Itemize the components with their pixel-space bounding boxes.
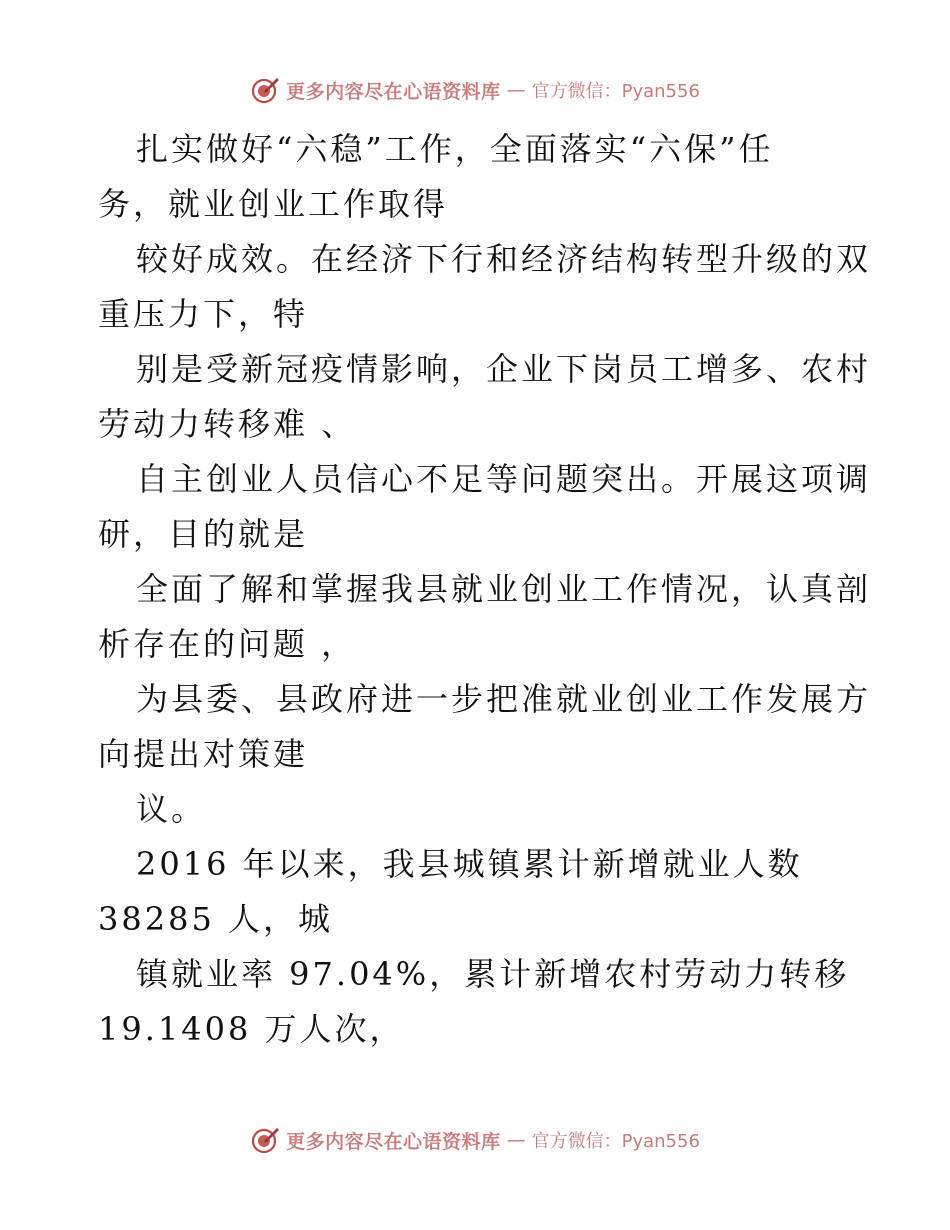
text-line: 19.1408 万人次，: [98, 1010, 405, 1048]
text-line: 扎实做好“六稳”工作，全面落实“六保”任: [136, 130, 774, 168]
text-line: 较好成效。在经济下行和经济结构转型升级的双: [136, 240, 872, 278]
text-line: 研，目的就是: [98, 515, 309, 553]
text-line: 2016 年以来，我县城镇累计新增就业人数: [136, 845, 803, 883]
text-line: 重压力下，特: [98, 295, 309, 333]
banner-separator: —: [506, 1129, 526, 1151]
text-line: 析存在的问题 ，: [98, 625, 357, 663]
text-line: 为县委、县政府进一步把准就业创业工作发展方: [136, 680, 872, 718]
text-line: 劳动力转移难 、: [98, 405, 357, 443]
text-line: 镇就业率 97.04%，累计新增农村劳动力转移: [136, 955, 850, 993]
text-line: 38285 人，城: [98, 900, 333, 938]
document-body: [98, 122, 872, 1057]
banner-separator: —: [506, 79, 526, 101]
banner-wechat: 官方微信：Pyan556: [531, 81, 700, 102]
text-line: 全面了解和掌握我县就业创业工作情况，认真剖: [136, 570, 872, 608]
header-banner: [0, 72, 950, 108]
banner-title: 更多内容尽在心语资料库: [286, 80, 501, 103]
footer-banner: [0, 1122, 950, 1158]
text-line: 务，就业创业工作取得: [98, 185, 449, 223]
text-line: 自主创业人员信心不足等问题突出。开展这项调: [136, 460, 872, 498]
text-line: 向提出对策建: [98, 735, 309, 773]
text-line: 议。: [136, 790, 207, 828]
banner-wechat: 官方微信：Pyan556: [531, 1131, 700, 1152]
pen-logo-icon: [250, 1125, 280, 1155]
banner-title: 更多内容尽在心语资料库: [286, 1130, 501, 1153]
pen-logo-icon: [250, 75, 280, 105]
text-line: 别是受新冠疫情影响，企业下岗员工增多、农村: [136, 350, 872, 388]
